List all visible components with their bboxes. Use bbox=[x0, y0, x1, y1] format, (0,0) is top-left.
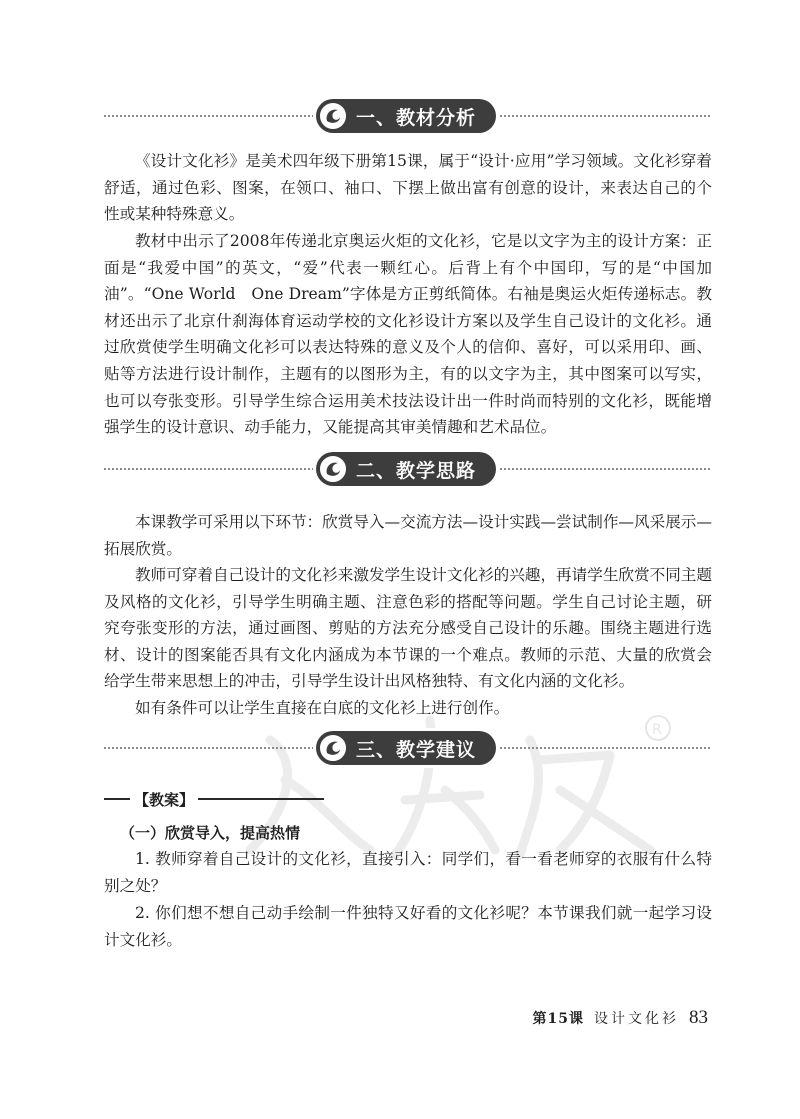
sub-heading: （一）欣赏导入，提高热情 bbox=[120, 824, 301, 842]
section-logo-icon bbox=[318, 733, 348, 763]
list-item: 2. 你们想不想自己动手绘制一件独特又好看的文化衫呢？本节课我们就一起学习设计文化衫。 bbox=[104, 904, 712, 949]
section-pill bbox=[316, 731, 496, 765]
lesson-plan-label bbox=[104, 786, 324, 812]
section-header-2 bbox=[104, 452, 710, 486]
label-rule bbox=[198, 798, 324, 800]
section-pill bbox=[316, 99, 496, 133]
svg-text:R: R bbox=[652, 722, 662, 738]
section-header-1 bbox=[104, 99, 710, 133]
section-logo-icon bbox=[318, 454, 348, 484]
paragraph: 《设计文化衫》是美术四年级下册第15课，属于“设计·应用”学习领域。文化衫穿着舒适，通过色彩、图案，在领口、袖口、下摆上做出富有创意的设计，来表达自己的个性或某种特殊意义。 bbox=[104, 152, 712, 224]
section-title: 三、教学建议 bbox=[356, 738, 477, 761]
section-pill bbox=[316, 452, 496, 486]
section-title: 一、教材分析 bbox=[356, 106, 477, 129]
paragraph: 教师可穿着自己设计的文化衫来激发学生设计文化衫的兴趣，再请学生欣赏不同主题及风格的文化衫，引导学生明确主题、注意色彩的搭配等问题。学生自己讨论主题，研究夸张变形的方法，通过画图、剪贴的方法充分感受自己设计的乐趣。围绕主题进行选材、设计的图案能否具有文化内涵成为本节课的一个难点。教师的示范、大量的欣赏会给学生带来思想上的冲击，引导学生设计出风格独特、有文化内涵的文化衫。 bbox=[104, 566, 712, 691]
page-footer bbox=[533, 1007, 708, 1029]
paragraph: 如有条件可以让学生直接在白底的文化衫上进行创作。 bbox=[135, 699, 510, 717]
paragraph: 教材中出示了2008年传递北京奥运火炬的文化衫，它是以文字为主的设计方案：正面是“我爱中国”的英文，“爱”代表一颗红心。后背上有个中国印，写的是“中国加油”。“One World One Dream”字体是方正剪纸简体。右袖是奥运火炬传递标志。教材还出示了北京什刹海体育运动学校的文化衫设计方案以及学生自己设计的文化衫。通过欣赏使学生明确文化衫可以表达特殊的意义及个人的信仰、喜好，可以采用印、画、贴等方法进行设计制作，主题有的以图形为主，有的以文字为主，其中图案可以写实，也可以夸张变形。引导学生综合运用美术技法设计出一件时尚而特别的文化衫，既能增强学生的设计意识、动手能力，又能提高其审美情趣和艺术品位。 bbox=[104, 232, 712, 437]
lesson-plan-title: 【教案】 bbox=[134, 790, 195, 809]
section-header-3 bbox=[104, 731, 710, 765]
label-rule bbox=[104, 798, 130, 800]
section-title: 二、教学思路 bbox=[356, 459, 477, 482]
footer-lesson: 第15课 bbox=[532, 1011, 584, 1027]
page-number: 83 bbox=[689, 1007, 708, 1028]
list-item: 1. 教师穿着自己设计的文化衫，直接引入：同学们，看一看老师穿的衣服有什么特别之处？ bbox=[104, 850, 712, 895]
section-logo-icon bbox=[318, 101, 348, 131]
footer-title: 设计文化衫 bbox=[594, 1011, 679, 1027]
paragraph: 本课教学可采用以下环节：欣赏导入—交流方法—设计实践—尝试制作—风采展示—拓展欣赏。 bbox=[104, 513, 712, 558]
